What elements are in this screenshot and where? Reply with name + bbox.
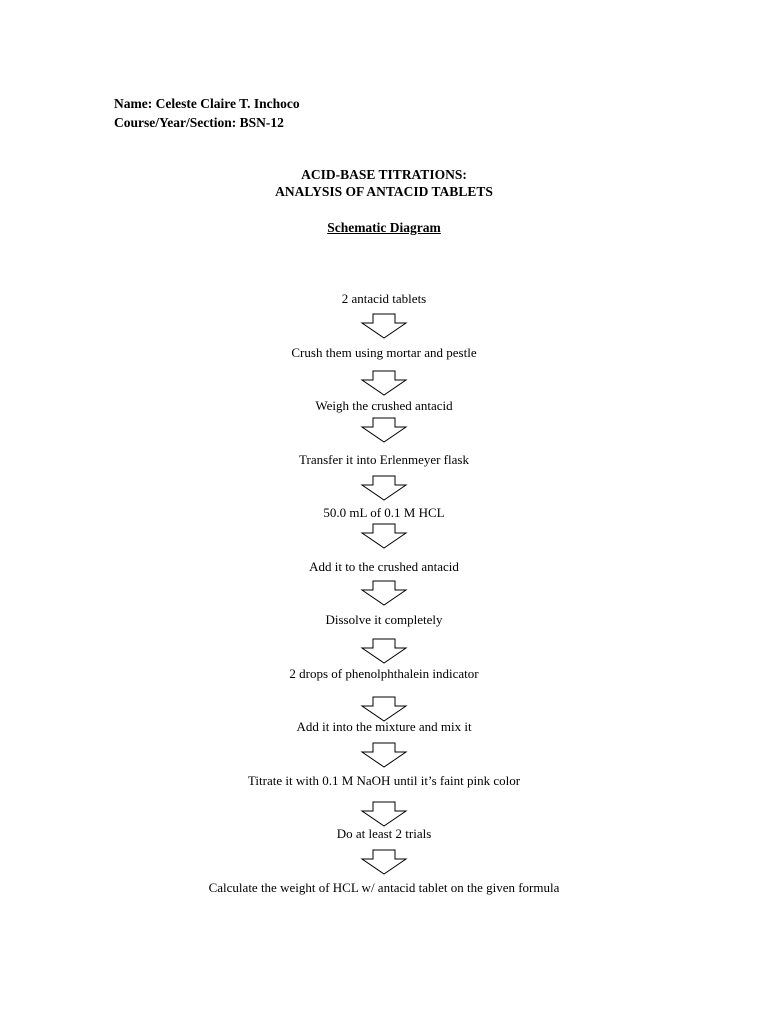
section-heading: Schematic Diagram [327,220,441,235]
down-arrow-icon [360,523,408,549]
flow-step-4: Transfer it into Erlenmeyer flask [299,452,469,467]
down-arrow-icon [360,580,408,606]
document-title-line1: ACID-BASE TITRATIONS: [301,167,467,182]
flow-step-9: Add it into the mixture and mix it [296,719,472,734]
flow-step-8: 2 drops of phenolphthalein indicator [289,666,479,681]
student-name: Name: Celeste Claire T. Inchoco [114,96,300,111]
document-title-line2: ANALYSIS OF ANTACID TABLETS [275,184,493,199]
student-info [114,94,300,132]
course-year-section: Course/Year/Section: BSN-12 [114,115,284,130]
down-arrow-icon [360,370,408,396]
flow-step-5: 50.0 mL of 0.1 M HCL [323,505,445,520]
down-arrow-icon [360,313,408,339]
down-arrow-icon [360,417,408,443]
flow-step-10: Titrate it with 0.1 M NaOH until it’s faint pink color [247,773,521,788]
down-arrow-icon [360,849,408,875]
down-arrow-icon [360,742,408,768]
flow-step-7: Dissolve it completely [325,612,443,627]
down-arrow-icon [360,475,408,501]
flow-step-3: Weigh the crushed antacid [315,398,453,413]
flow-step-12: Calculate the weight of HCL w/ antacid tablet on the given formula [208,880,560,895]
down-arrow-icon [360,638,408,664]
flow-step-11: Do at least 2 trials [336,826,432,841]
flow-step-6: Add it to the crushed antacid [309,559,459,574]
flow-step-1: 2 antacid tablets [341,291,427,306]
down-arrow-icon [360,801,408,827]
flow-step-2: Crush them using mortar and pestle [291,345,477,360]
